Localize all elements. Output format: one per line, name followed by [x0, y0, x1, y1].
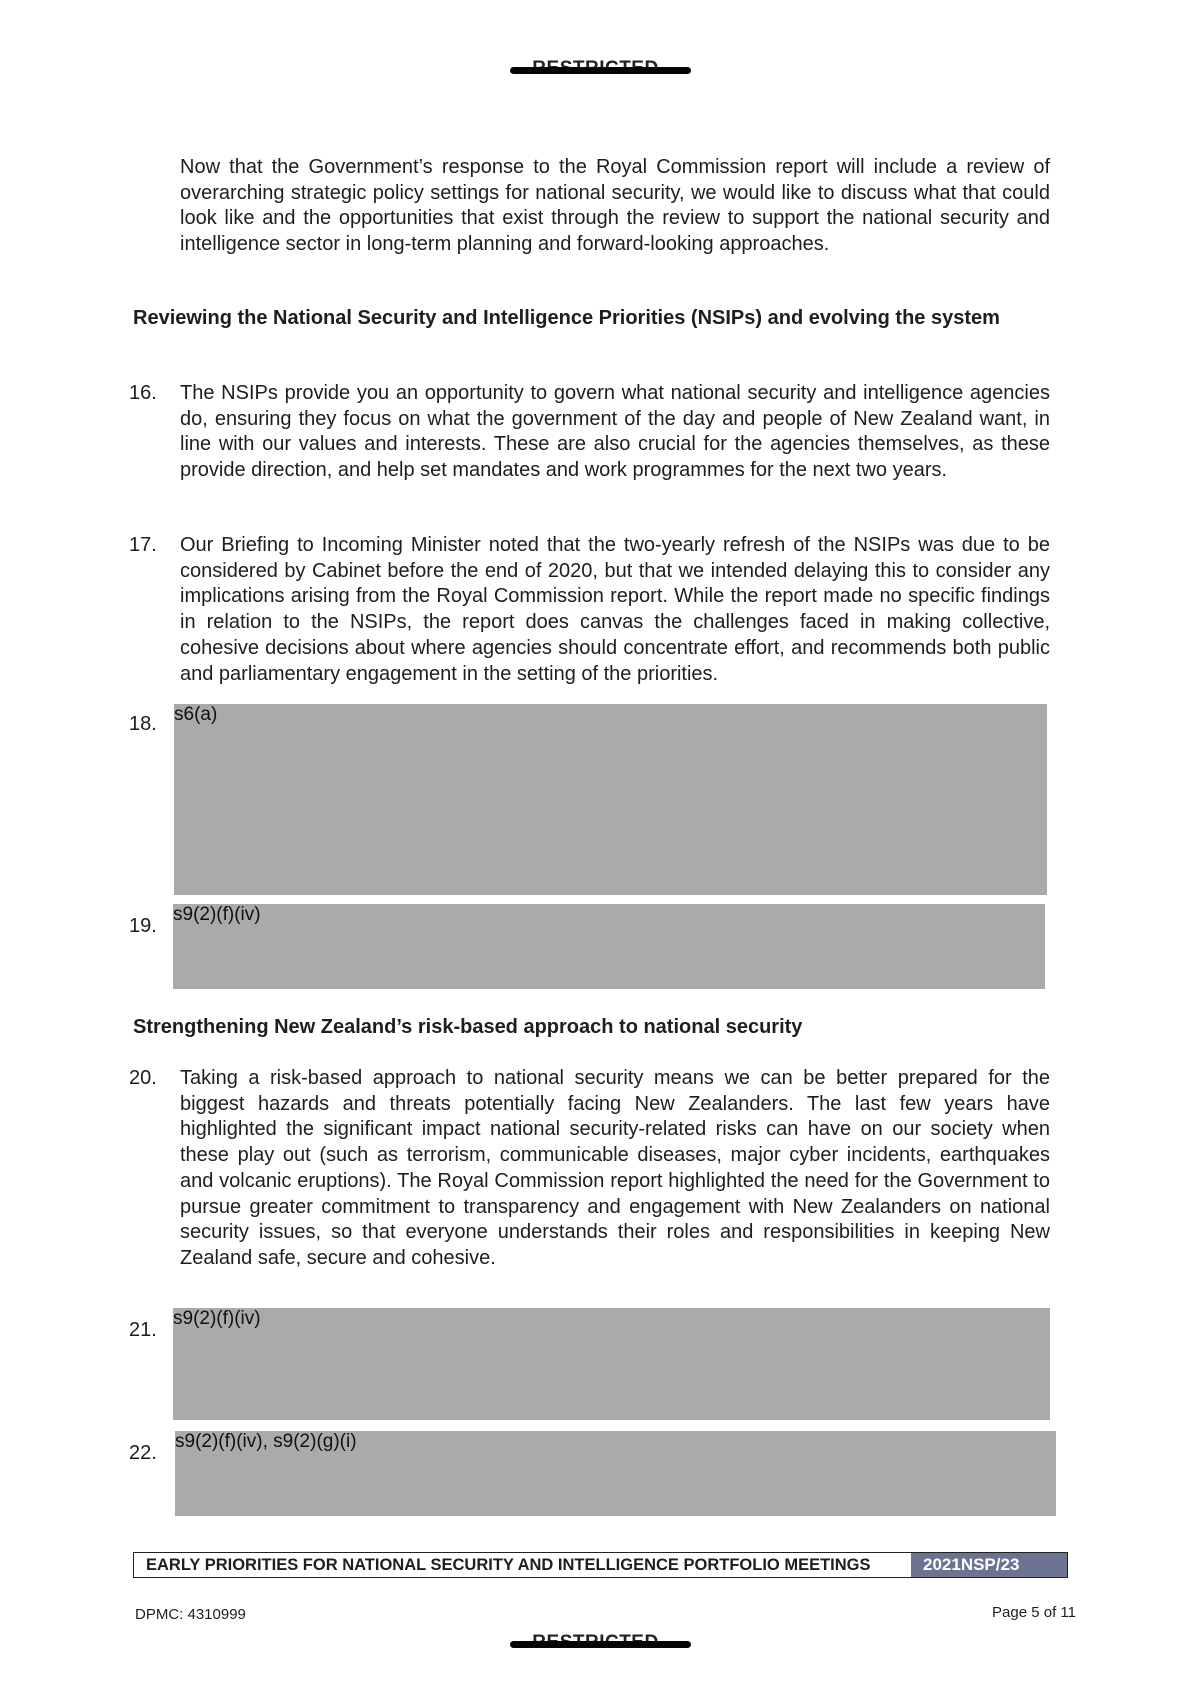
- intro-paragraph: Now that the Government’s response to the Royal Commission report will include a review of overarching strategic policy settings for national security, we would like to discuss what that could look like and the opportunities that exist through the review to support the national security and intelligence sector in long-term planning and forward-looking approaches.: [180, 156, 1050, 256]
- dpmc-number: DPMC: 4310999: [135, 1606, 246, 1623]
- paragraph-number: 22.: [129, 1442, 157, 1464]
- redaction-block-22: [175, 1431, 1056, 1516]
- paragraph-20-text: Taking a risk-based approach to national security means we can be better prepared for the biggest hazards and threats potentially facing New Zealanders. The last few years have highlighted the significant impact national security-related risks can have on our society when these play out (such as terrorism, communicable diseases, major cyber incidents, earthquakes and volcanic eruptions). The Royal Commission report highlighted the need for the Government to pursue greater commitment to transparency and engagement with New Zealanders on national security issues, so that everyone understands their roles and responsibilities in keeping New Zealand safe, secure and cohesive.: [180, 1067, 1050, 1269]
- withholding-code: s9(2)(f)(iv), s9(2)(g)(i): [175, 1431, 357, 1452]
- paragraph-number: 20.: [129, 1067, 157, 1089]
- footer-document-title: EARLY PRIORITIES FOR NATIONAL SECURITY AND INTELLIGENCE PORTFOLIO MEETINGS: [146, 1556, 871, 1574]
- paragraph-number: 19.: [129, 915, 157, 937]
- footer-document-reference: 2021NSP/23: [911, 1553, 1067, 1577]
- paragraph-16-text: The NSIPs provide you an opportunity to govern what national security and intelligence agencies do, ensuring they focus on what the government of the day and people of New Zealand want, in line with our values and interests. These are also crucial for the agencies themselves, as these provide direction, and help set mandates and work programmes for the next two years.: [180, 382, 1050, 482]
- withholding-code: s6(a): [174, 704, 218, 725]
- page-indicator: Page 5 of 11: [992, 1604, 1076, 1621]
- classification-label: [532, 1632, 658, 1654]
- paragraph-number: 21.: [129, 1319, 157, 1341]
- paragraph-17-text: Our Briefing to Incoming Minister noted that the two-yearly refresh of the NSIPs was due to be considered by Cabinet before the end of 2020, but that we intended delaying this to consider any implications arising from the Royal Commission report. While the report made no specific findings in relation to the NSIPs, the report does canvas the challenges faced in making collective, cohesive decisions about where agencies should concentrate effort, and recommends both public and parliamentary engagement in the setting of the priorities.: [180, 534, 1050, 685]
- redaction-block-21: [173, 1308, 1050, 1420]
- section-heading-nsips: Reviewing the National Security and Intelligence Priorities (NSIPs) and evolving the system: [133, 307, 1000, 329]
- footer-document-title-strip: [133, 1552, 1068, 1578]
- redaction-block-19: [173, 904, 1045, 989]
- header-classification-marking: [0, 58, 1191, 80]
- footer-classification-marking: [0, 1632, 1191, 1654]
- classification-label: [532, 58, 658, 80]
- section-heading-risk-based: Strengthening New Zealand’s risk-based approach to national security: [133, 1016, 803, 1038]
- redaction-block-18: [174, 704, 1047, 895]
- strikethrough-bar: [510, 1641, 690, 1648]
- paragraph-number: 17.: [129, 534, 157, 556]
- withholding-code: s9(2)(f)(iv): [173, 904, 261, 925]
- withholding-code: s9(2)(f)(iv): [173, 1308, 261, 1329]
- strikethrough-bar: [510, 67, 690, 74]
- paragraph-number: 18.: [129, 713, 157, 735]
- paragraph-number: 16.: [129, 382, 157, 404]
